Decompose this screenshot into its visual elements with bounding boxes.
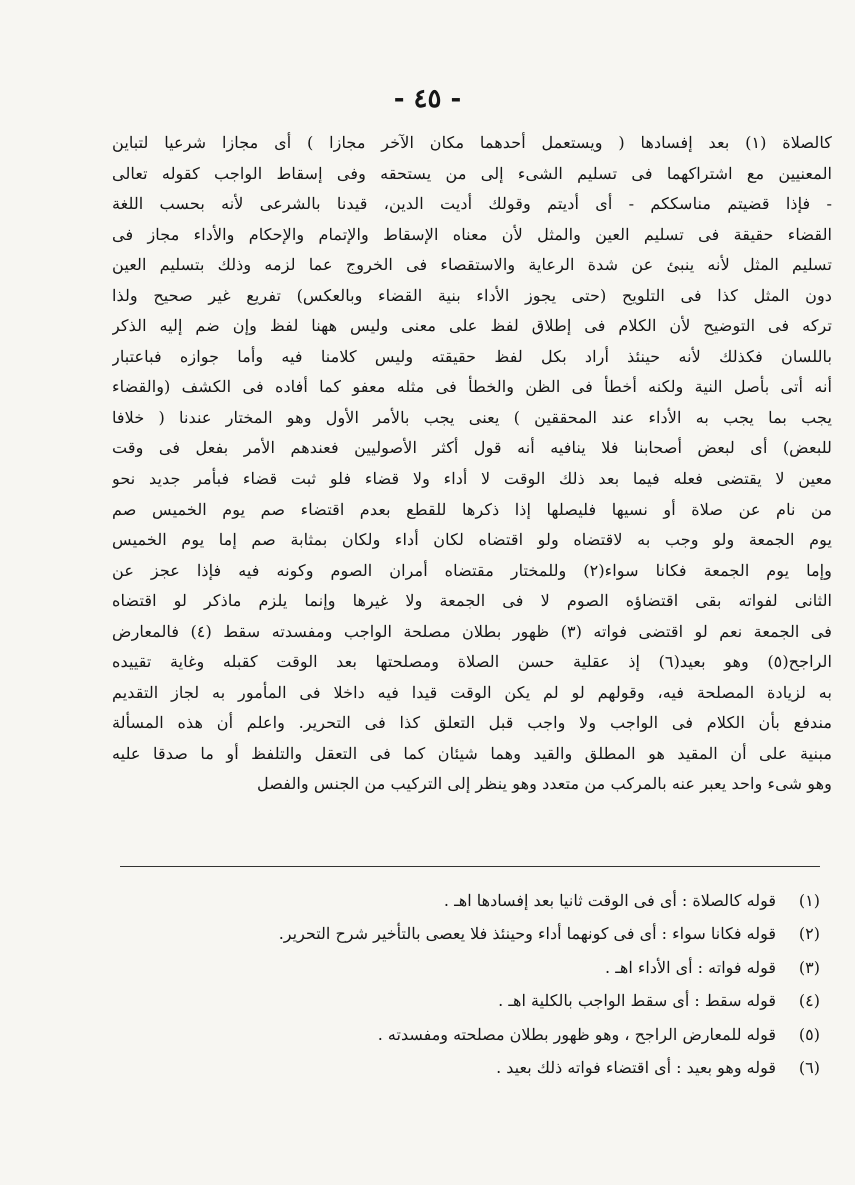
text-line: أنه أتى بأصل النية ولكنه أخطأ فى الظن والخطأ فى مثله معفو كما أفاده فى الكشف (والقضاء [112, 377, 832, 397]
footnote-text: قوله سقط : أى سقط الواجب بالكلية اهـ . [498, 991, 776, 1011]
footnote-number: (٤) [798, 991, 820, 1011]
footnote-item [120, 1018, 820, 1051]
footnote-item [120, 951, 820, 984]
text-line: المعنيين مع اشتراكهما فى تسليم الشىء إلى من يستحقه وفى إسقاط الواجب كقوله تعالى [112, 163, 832, 183]
text-line: تركه فى التوضيح لأن الكلام فى إطلاق لفظ على معنى وليس ههنا لفظ وإن ضم إليه الذكر [112, 316, 832, 336]
text-line: مندفع بأن الكلام فى الواجب ولا واجب قبل التعلق كذا فى التحرير. واعلم أن هذه المسألة [112, 713, 832, 733]
text-line: الثانى لفواته بقى اقتضاؤه الصوم لا فى الجمعة ولا غيرها وإنما يلزم ماذكر لو اقتضاه [112, 591, 832, 611]
footnote-item [120, 1051, 820, 1084]
footnotes-block [120, 884, 820, 1084]
footnote-text: قوله للمعارض الراجح ، وهو ظهور بطلان مصلحته ومفسدته . [377, 1024, 776, 1044]
text-line: القضاء حقيقة فى تسليم العين والمثل لأن معناه الإسقاط والإتمام والإحكام والأداء مجاز فى [112, 224, 832, 244]
footnote-number: (٣) [798, 957, 820, 977]
text-line: الراجح(٥) وهو بعيد(٦) إذ عقلية حسن الصلاة ومصلحتها بعد الوقت كقبله وغاية تقييده [112, 652, 832, 672]
footnote-text: قوله فواته : أى الأداء اهـ . [605, 957, 776, 977]
text-line: يوم الجمعة ولو وجب به لاقتضاه ولو اقتضاه لكان أداء ولكان بمثابة صم إما يوم الخميس [112, 530, 832, 550]
text-line: معين لا يقتضى فعله فيما بعد ذلك الوقت لا أداء ولا قضاء فلو ثبت قضاء فبأمر جديد نحو [112, 469, 832, 489]
page-number: - ٤٥ - [393, 84, 462, 114]
footnote-item [120, 917, 820, 950]
footnote-text: قوله فكانا سواء : أى فى كونهما أداء وحينئذ فلا يعصى بالتأخير شرح التحرير. [278, 924, 776, 944]
text-line: للبعض) أى لبعض أصحابنا فلا ينافيه أنه قول أكثر الأصوليين فعندهم الأمر بفعل فى وقت [112, 438, 832, 458]
footnote-number: (٥) [798, 1024, 820, 1044]
main-text-block [112, 128, 832, 800]
text-line: كالصلاة (١) بعد إفسادها ( ويستعمل أحدهما مكان الآخر مجازا ) أى مجازا شرعيا لتباين [112, 133, 832, 152]
text-line: - فإذا قضيتم مناسككم - أى أديتم وقولك أديت الدين، قيدنا بالشرعى لأنه بحسب اللغة [112, 194, 832, 214]
text-line: يجب بما يجب به الأداء عند المحققين ) يعنى يجب بالأمر الأول وهو المختار عندنا ( خلافا [112, 407, 832, 427]
footnote-item [120, 984, 820, 1017]
text-line: فى الجمعة نعم لو اقتضى فواته (٣) ظهور بطلان مصلحة الواجب ومفسدته سقط (٤) فالمعارض [112, 621, 832, 641]
footnote-divider [120, 866, 820, 867]
footnote-text: قوله كالصلاة : أى فى الوقت ثانيا بعد إفسادها اهـ . [443, 891, 776, 910]
text-line: به لزيادة المصلحة فيه، وقولهم لو لم يكن الوقت قيدا فيه داخلا فى المأمور به لجاز التقديم [112, 682, 832, 702]
footnote-number: (٢) [798, 924, 820, 944]
text-line: وهو شىء واحد يعبر عنه بالمركب من متعدد وهو ينظر إلى التركيب من الجنس والفصل [256, 774, 832, 794]
footnote-number: (٦) [798, 1057, 820, 1077]
text-line: وإما يوم الجمعة فكانا سواء(٢) وللمختار مقتضاه أمران الصوم وكونه فيه فإذا عجز عن [112, 560, 832, 580]
text-line: من نام عن صلاة أو نسيها فليصلها إذا ذكرها للقطع بعدم اقتضاء صم يوم الخميس صم [112, 499, 832, 519]
text-line: مبنية على أن المقيد هو المطلق والقيد وهما شيئان كما فى التعقل والتلفظ أو ما صدقا عليه [112, 743, 832, 763]
footnote-number: (١) [798, 891, 820, 910]
text-line: باللسان فكذلك لأنه حينئذ أراد بكل لفظ حقيقته وليس كلامنا فيه وأما جوازه فباعتبار [112, 346, 832, 366]
text-line: تسليم المثل لأنه ينبئ عن شدة الرعاية والاستقصاء فى الخروج عما لزمه وذلك بتسليم العين [112, 255, 832, 275]
footnote-item [120, 884, 820, 917]
footnote-text: قوله وهو بعيد : أى اقتضاء فواته ذلك بعيد . [496, 1057, 776, 1077]
text-line: دون المثل كذا فى التلويح (حتى يجوز الأداء بنية القضاء وبالعكس) تفريع غير صحيح ولذا [112, 285, 832, 305]
